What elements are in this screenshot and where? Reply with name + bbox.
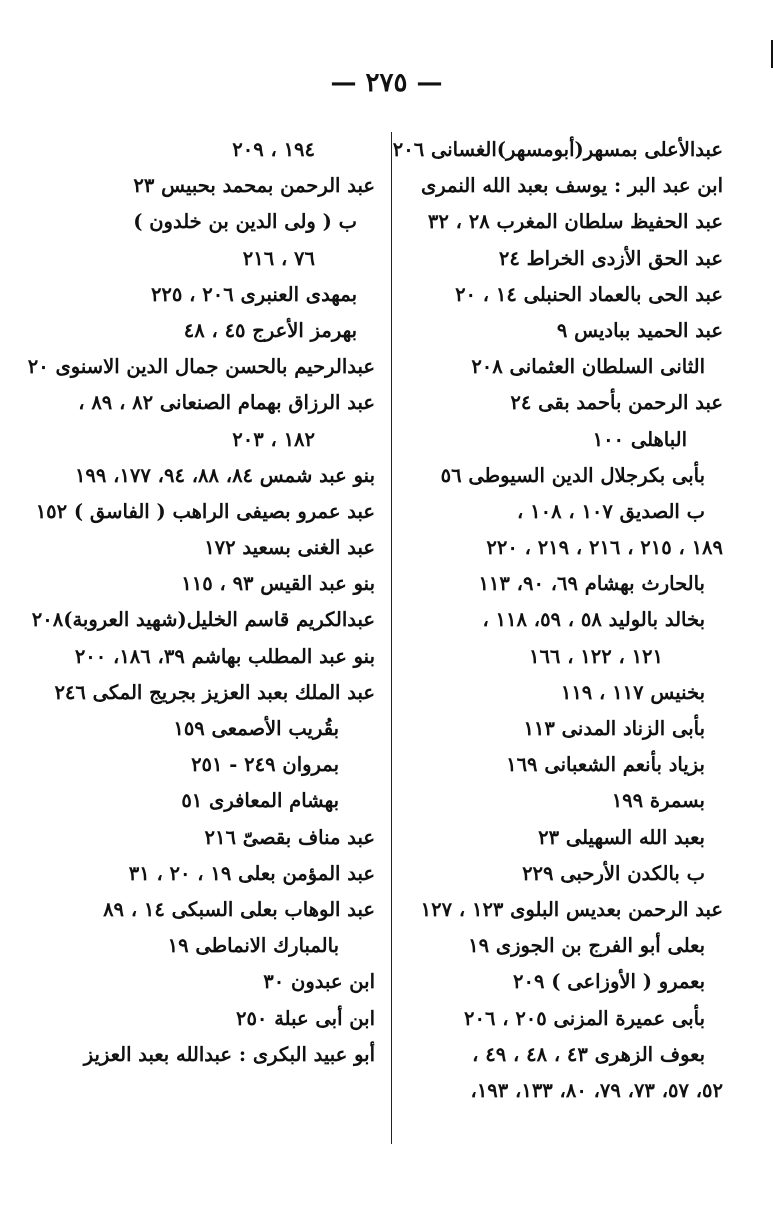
- index-entry: عبد الرحمن بأحمد بقى ٢٤: [510, 391, 723, 415]
- index-column-right: [381, 132, 723, 1109]
- index-entry: عبد الوهاب بعلى السبكى ١٤ ، ٨٩: [103, 897, 375, 921]
- index-entry: عبد الملك بعبد العزيز بجريج المكى ٢٤٦: [54, 680, 375, 704]
- column-divider: [391, 132, 392, 1144]
- index-column-left: [25, 132, 375, 1073]
- index-entry: بعبد الله السهيلى ٢٣: [538, 825, 705, 849]
- index-entry: عبدالكريم قاسم الخليل(شهيد العروبة)٢٠٨: [31, 608, 375, 632]
- index-entry: ب ( ولى الدين بن خلدون ): [133, 210, 357, 234]
- index-entry: بقُريب الأصمعى ١٥٩: [173, 717, 339, 740]
- index-entry: ابن عبدون ٣٠: [263, 970, 375, 994]
- index-entry: ١٩٤ ، ٢٠٩: [232, 138, 315, 161]
- index-entry: بعلى أبو الفرج بن الجوزى ١٩: [468, 934, 705, 958]
- index-entry: عبد الحفيظ سلطان المغرب ٢٨ ، ٣٢: [427, 210, 723, 234]
- index-entry: عبد الحى بالعماد الحنبلى ١٤ ، ٢٠: [455, 282, 723, 306]
- index-entry: بسمرة ١٩٩: [611, 789, 705, 813]
- index-entry: عبد المؤمن بعلى ١٩ ، ٢٠ ، ٣١: [128, 861, 375, 885]
- index-entry: بخنيس ١١٧ ، ١١٩: [560, 680, 705, 704]
- index-entry: ابن أبى عبلة ٢٥٠: [235, 1006, 375, 1030]
- index-entry: بأبى الزناد المدنى ١١٣: [523, 717, 705, 740]
- index-entry: عبد الحق الأزدى الخراط ٢٤: [498, 246, 723, 270]
- index-entry: ٥٢، ٥٧، ٧٣، ٧٩، ٨٠، ١٣٣، ١٩٣،: [470, 1078, 723, 1102]
- index-entry: عبد عمرو بصيفى الراهب ( الفاسق ) ١٥٢: [35, 499, 375, 523]
- index-entry: بخالد بالوليد ٥٨ ، ٥٩، ١١٨ ،: [482, 608, 705, 632]
- index-entry: عبد مناف بقصىّ ٢١٦: [204, 825, 375, 849]
- index-entry: بنو عبد القيس ٩٣ ، ١١٥: [181, 572, 375, 596]
- index-entry: عبد الرحمن بمحمد بحبيس ٢٣: [133, 174, 375, 198]
- index-entry: بعوف الزهرى ٤٣ ، ٤٨ ، ٤٩ ،: [472, 1042, 705, 1066]
- index-entry: عبد الغنى بسعيد ١٧٢: [204, 536, 375, 560]
- index-entry: الباهلى ١٠٠: [592, 427, 687, 451]
- index-entry: بمروان ٢٤٩ - ٢٥١: [191, 753, 339, 777]
- index-entry: ١٨٩ ، ٢١٥ ، ٢١٦ ، ٢١٩ ، ٢٢٠: [486, 536, 723, 560]
- page-number: — ٢٧٥ —: [330, 68, 443, 98]
- index-entry: ب بالكدن الأرحبى ٢٢٩: [522, 861, 705, 885]
- index-entry: عبد الرزاق بهمام الصنعانى ٨٢ ، ٨٩ ،: [78, 391, 375, 415]
- index-entry: بنو عبد المطلب بهاشم ٣٩، ١٨٦، ٢٠٠: [74, 644, 375, 668]
- index-entry: بمهدى العنبرى ٢٠٦ ، ٢٢٥: [150, 282, 357, 306]
- index-entry: بالحارث بهشام ٦٩، ٩٠، ١١٣: [478, 572, 705, 596]
- index-entry: عبدالرحيم بالحسن جمال الدين الاسنوى ٢٠: [27, 355, 375, 379]
- index-entry: عبد الرحمن بعديس البلوى ١٢٣ ، ١٢٧: [420, 897, 723, 921]
- index-entry: عبد الحميد بباديس ٩: [556, 318, 723, 342]
- index-entry: بهرمز الأعرج ٤٥ ، ٤٨: [183, 318, 357, 342]
- index-entry: بعمرو ( الأوزاعى ) ٢٠٩: [513, 970, 705, 994]
- index-entry: ب الصديق ١٠٧ ، ١٠٨ ،: [517, 499, 705, 523]
- index-entry: بأبى عميرة المزنى ٢٠٥ ، ٢٠٦: [464, 1006, 705, 1030]
- index-entry: أبو عبيد البكرى : عبدالله بعبد العزيز: [83, 1042, 375, 1066]
- index-entry: الثانى السلطان العثمانى ٢٠٨: [471, 355, 705, 379]
- index-entry: بنو عبد شمس ٨٤، ٨٨، ٩٤، ١٧٧، ١٩٩: [74, 463, 375, 487]
- index-entry: ١٨٢ ، ٢٠٣: [232, 427, 315, 451]
- index-entry: بالمبارك الانماطى ١٩: [167, 934, 339, 958]
- index-entry: ابن عبد البر : يوسف بعبد الله النمرى: [421, 174, 723, 198]
- index-entry: بزياد بأنعم الشعبانى ١٦٩: [506, 753, 705, 777]
- index-entry: ١٢١ ، ١٢٢ ، ١٦٦: [528, 644, 663, 668]
- index-entry: بهشام المعافرى ٥١: [181, 789, 339, 813]
- index-entry: عبدالأعلى بمسهر(أبومسهر)الغسانى ٢٠٦: [392, 138, 723, 161]
- index-entry: بأبى بكرجلال الدين السيوطى ٥٦: [440, 463, 705, 487]
- index-entry: ٧٦ ، ٢١٦: [242, 246, 315, 270]
